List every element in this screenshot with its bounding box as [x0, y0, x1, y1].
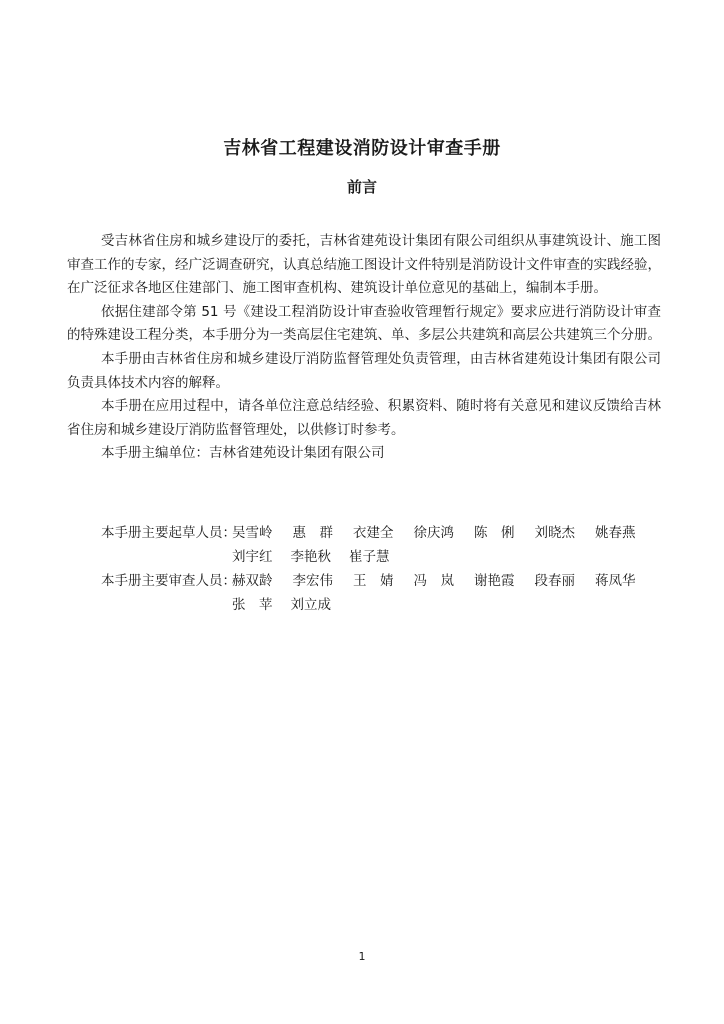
editor-unit: 本手册主编单位：吉林省建苑设计集团有限公司: [101, 445, 385, 462]
reviewer-name: 谢艳霞: [474, 573, 515, 589]
drafter-name: 李艳秋: [290, 548, 331, 565]
reviewers-label: 本手册主要审查人员：: [101, 573, 236, 589]
preface-body: [67, 230, 661, 466]
drafter-name: 陈 俐: [474, 525, 515, 541]
drafter-name: 刘晓杰: [534, 525, 575, 541]
reviewer-name: 李宏伟: [292, 573, 333, 589]
preface-heading: 前言: [346, 178, 377, 196]
reviewer-name: 刘立成: [290, 596, 331, 613]
drafters-line2: [101, 546, 656, 570]
drafter-name: 吴雪岭: [232, 525, 273, 541]
paragraph-commission: 受吉林省住房和城乡建设厅的委托，吉林省建苑设计集团有限公司组织从事建筑设计、施工图审查工作的专家，经广泛调查研究，认真总结施工图设计文件特别是消防设计文件审查的实践经验，在广泛征求各地区住建部门、施工图审查机构、建筑设计单位意见的基础上，编制本手册。: [67, 233, 661, 297]
drafter-name: 刘宇红: [232, 548, 273, 565]
drafter-name: 崔子慧: [349, 548, 390, 565]
document-title: 吉林省工程建设消防设计审查手册: [223, 138, 501, 159]
drafters-label: 本手册主要起草人员：: [101, 525, 236, 541]
paragraph-management: 本手册由吉林省住房和城乡建设厅消防监督管理处负责管理，由吉林省建苑设计集团有限公司负责具体技术内容的解释。: [67, 350, 661, 391]
reviewers-line1: [232, 573, 656, 589]
reviewer-name: 冯 岚: [413, 573, 454, 589]
page-number: 1: [358, 950, 366, 963]
drafter-name: 衣建全: [353, 525, 394, 541]
reviewer-name: 王 婧: [353, 573, 394, 589]
drafters-line1: [232, 525, 656, 541]
reviewer-name: 蒋凤华: [595, 573, 636, 589]
reviewer-name: 赫双龄: [232, 573, 273, 589]
paragraph-classification: 依据住建部令第 51 号《建设工程消防设计审查验收管理暂行规定》要求应进行消防设计审查的特殊建设工程分类，本手册分为一类高层住宅建筑、单、多层公共建筑和高层公共建筑三个分册。: [67, 303, 661, 344]
paragraph-feedback: 本手册在应用过程中，请各单位注意总结经验、积累资料、随时将有关意见和建议反馈给吉林省住房和城乡建设厅消防监督管理处，以供修订时参考。: [67, 398, 661, 438]
reviewer-name: 段春丽: [534, 573, 575, 589]
reviewer-name: 张 苹: [232, 596, 273, 613]
drafter-name: 姚春燕: [595, 525, 636, 541]
reviewers-roster: [101, 570, 656, 617]
drafters-roster: [101, 522, 656, 569]
drafter-name: 徐庆鸿: [413, 525, 454, 541]
drafter-name: 惠 群: [292, 525, 333, 541]
reviewers-line2: [101, 594, 656, 618]
